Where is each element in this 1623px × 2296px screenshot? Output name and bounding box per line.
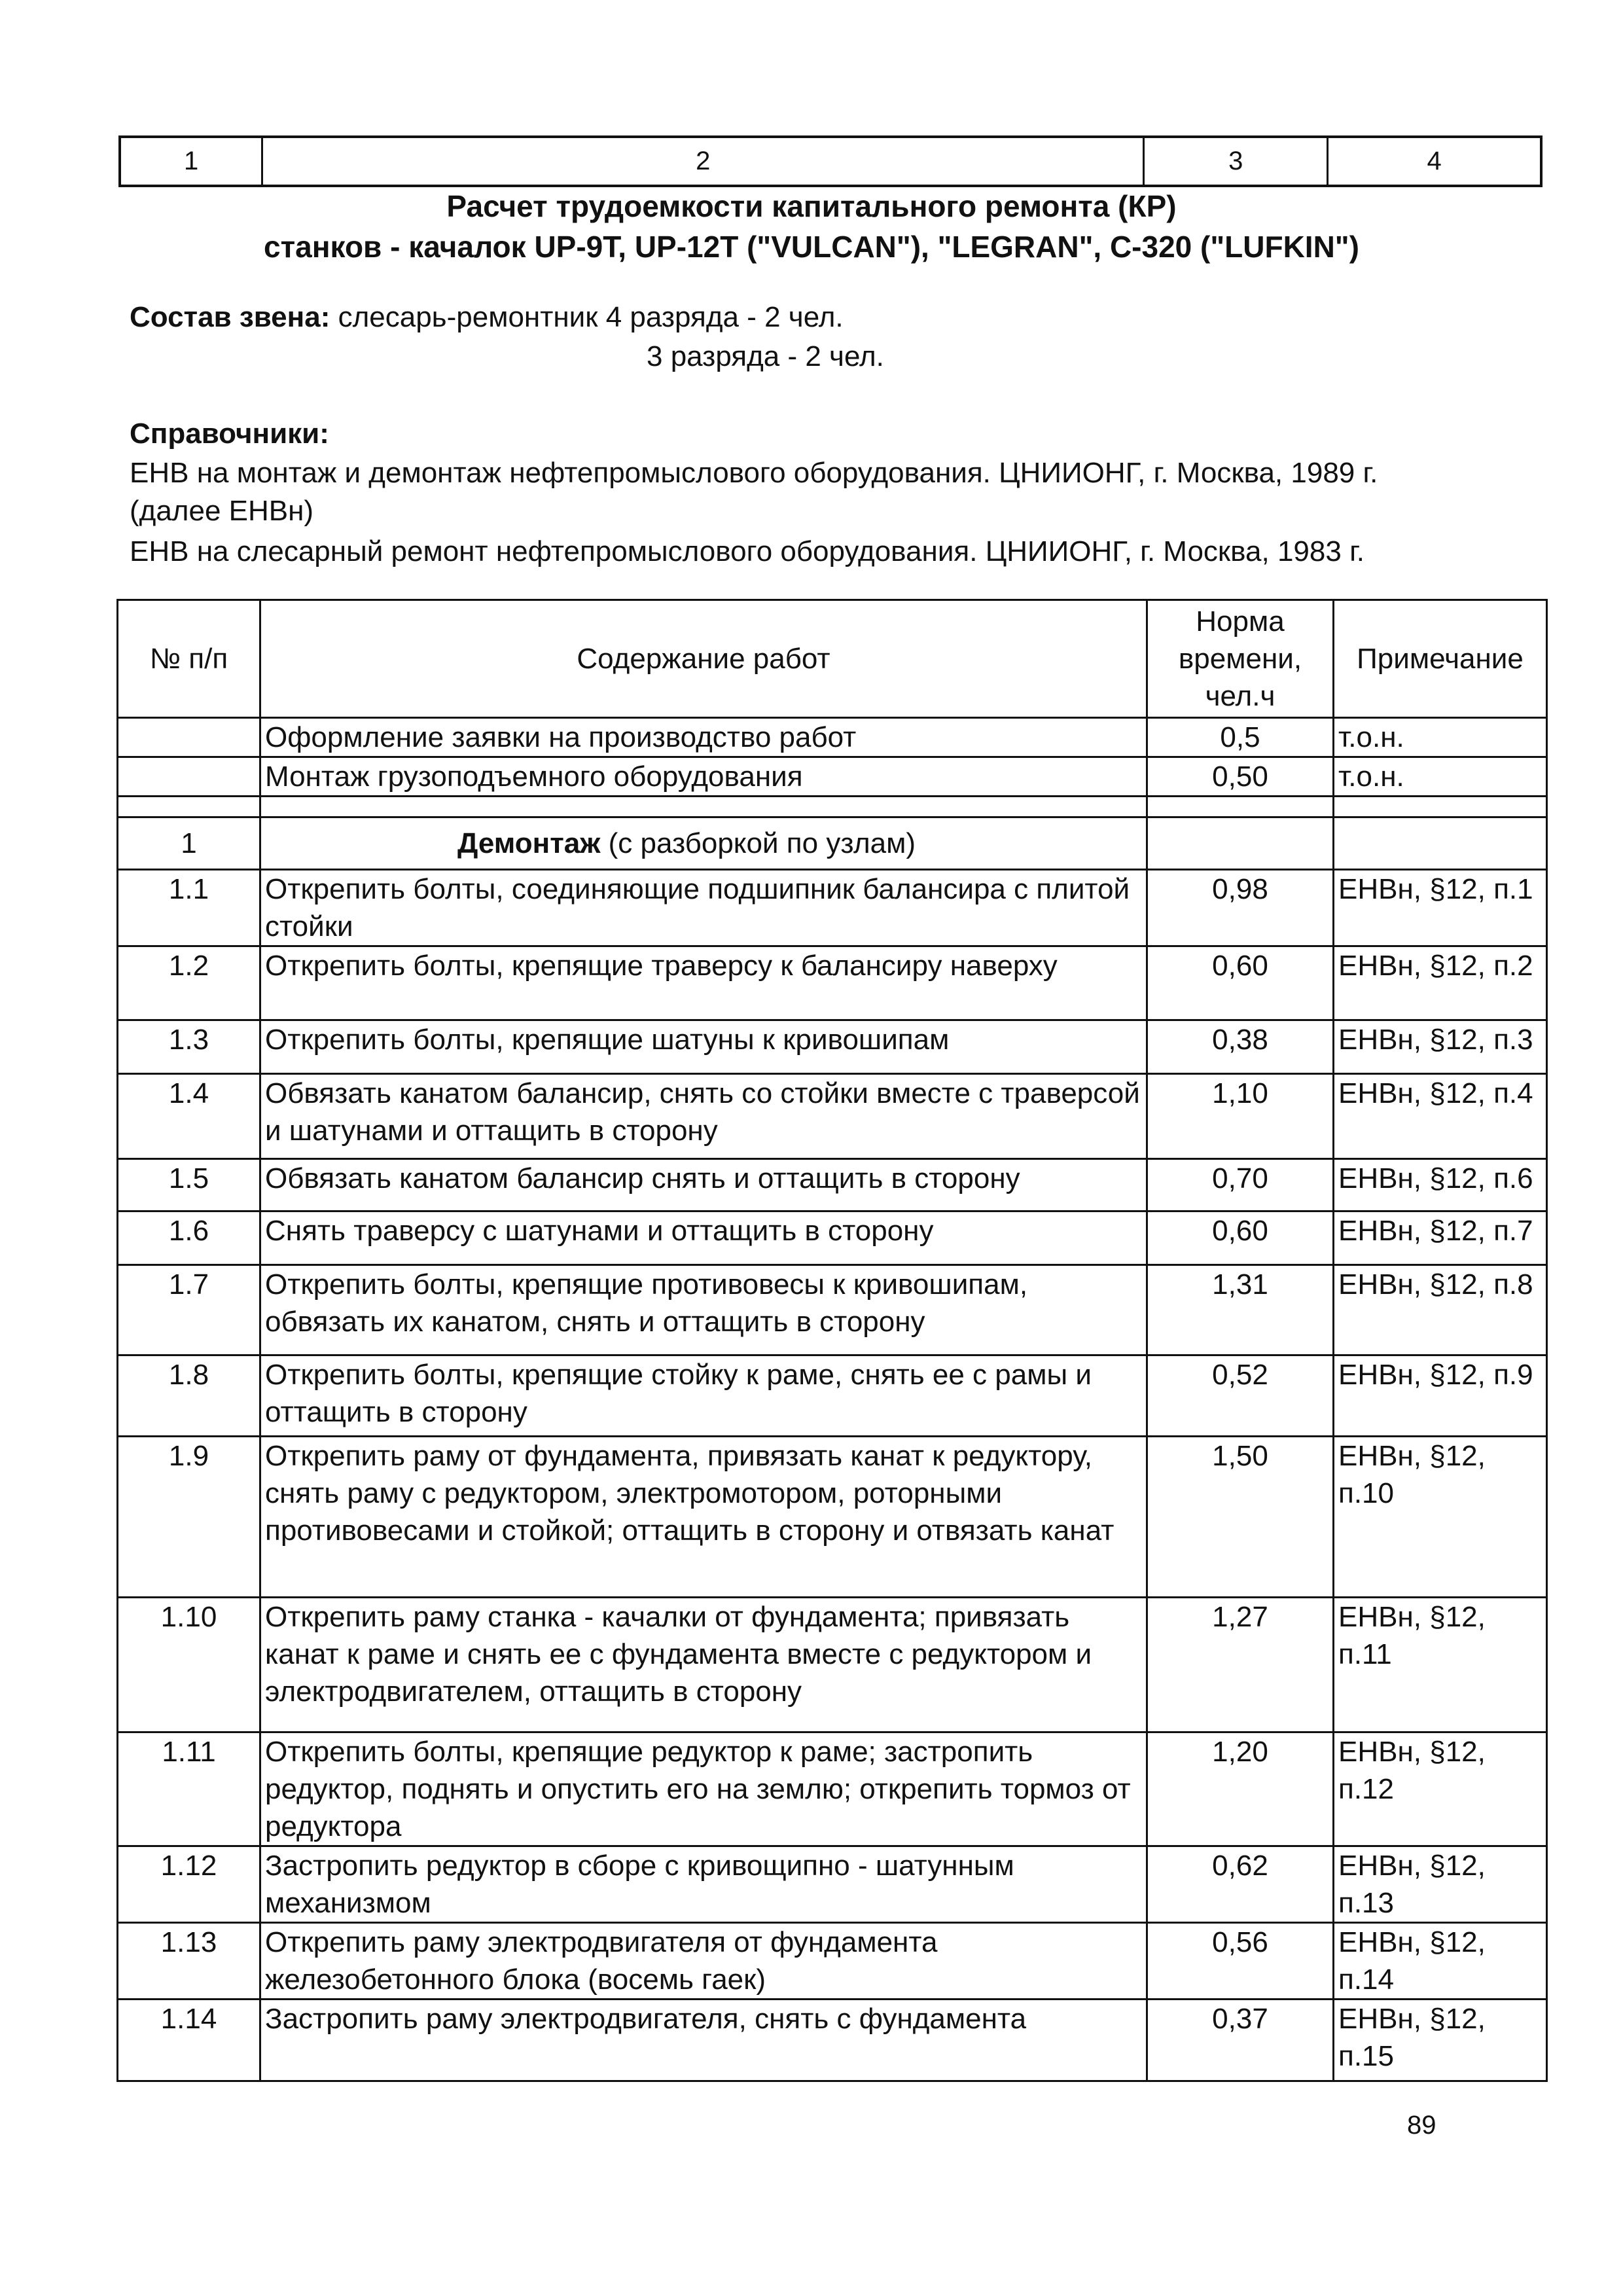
cell-norm: 0,70 (1147, 1159, 1334, 1211)
cell-note: т.о.н. (1334, 718, 1547, 757)
reference-item: ЕНВ на слесарный ремонт нефтепромыслового оборудования. ЦНИИОНГ, г. Москва, 1983 г. (130, 535, 1364, 567)
header-num: № п/п (118, 600, 260, 718)
cell-note: ЕНВн, §12, п.8 (1334, 1265, 1547, 1355)
cell-work: Открепить болты, крепящие стойку к раме, снять ее с рамы и оттащить в сторону (260, 1355, 1147, 1437)
cell-num: 1.6 (118, 1211, 260, 1265)
cell-work: Застропить редуктор в сборе с кривощипно - шатунным механизмом (260, 1846, 1147, 1923)
cell-note: ЕНВн, §12, п.3 (1334, 1020, 1547, 1074)
cell-work: Открепить болты, крепящие противовесы к кривошипам, обвязать их канатом, снять и оттащить в сторону (260, 1265, 1147, 1355)
cell-work: Обвязать канатом балансир снять и оттащить в сторону (260, 1159, 1147, 1211)
cell-note: ЕНВн, §12, п.9 (1334, 1355, 1547, 1437)
cell-work: Обвязать канатом балансир, снять со стойки вместе с траверсой и шатунами и оттащить в сторону (260, 1074, 1147, 1159)
table-row (118, 1846, 1547, 1923)
column-number-3: 3 (1145, 138, 1329, 185)
column-number-strip (118, 135, 1543, 187)
cell-num: 1.1 (118, 870, 260, 946)
cell-num (118, 757, 260, 797)
cell-norm: 1,31 (1147, 1265, 1334, 1355)
column-number-4: 4 (1427, 147, 1442, 175)
cell-note: ЕНВн, §12, п.2 (1334, 946, 1547, 1020)
table-row (118, 2000, 1547, 2081)
cell-note: т.о.н. (1334, 757, 1547, 797)
table-row (118, 1265, 1547, 1355)
cell-num: 1.5 (118, 1159, 260, 1211)
cell-num: 1.4 (118, 1074, 260, 1159)
cell-norm: 0,60 (1147, 1211, 1334, 1265)
cell-note: ЕНВн, §12, п.1 (1334, 870, 1547, 946)
table-header-row (118, 600, 1547, 718)
document-title-line-2: станков - качалок UP-9T, UP-12T ("VULCAN"), "LEGRAN", C-320 ("LUFKIN") (264, 230, 1359, 264)
section-title (260, 817, 1147, 870)
column-number-1: 1 (121, 138, 263, 185)
cell-note: ЕНВн, §12, п.13 (1334, 1846, 1547, 1923)
cell-work: Открепить болты, крепящие редуктор к раме; застропить редуктор, поднять и опустить его на землю; открепить тормоз от редуктора (260, 1732, 1147, 1846)
cell-work: Снять траверсу с шатунами и оттащить в сторону (260, 1211, 1147, 1265)
table-row (118, 1020, 1547, 1074)
table-row (118, 870, 1547, 946)
cell-num: 1.2 (118, 946, 260, 1020)
cell-work: Открепить раму электродвигателя от фундамента железобетонного блока (восемь гаек) (260, 1923, 1147, 2000)
cell-num: 1.13 (118, 1923, 260, 2000)
section-row (118, 817, 1547, 870)
crew-line-1: слесарь-ремонтник 4 разряда - 2 чел. (338, 301, 844, 333)
cell-norm: 1,10 (1147, 1074, 1334, 1159)
cell-note: ЕНВн, §12, п.14 (1334, 1923, 1547, 2000)
cell-norm: 0,98 (1147, 870, 1334, 946)
cell-norm: 0,5 (1147, 718, 1334, 757)
table-row (118, 1923, 1547, 2000)
references-label: Справочники: (130, 418, 329, 450)
cell-num (118, 718, 260, 757)
cell-note: ЕНВн, §12, п.15 (1334, 2000, 1547, 2081)
section-title-rest: (с разборкой по узлам) (600, 827, 916, 859)
header-note: Примечание (1334, 600, 1547, 718)
table-row (118, 718, 1547, 757)
cell-note: ЕНВн, §12, п.11 (1334, 1598, 1547, 1732)
cell-num: 1.10 (118, 1598, 260, 1732)
cell-work: Открепить раму станка - качалки от фундамента; привязать канат к раме и снять ее с фундамента вместе с редуктором и электродвигателем, оттащить в сторону (260, 1598, 1147, 1732)
cell-norm: 0,37 (1147, 2000, 1334, 2081)
cell-num: 1.14 (118, 2000, 260, 2081)
section-num: 1 (118, 817, 260, 870)
cell-num: 1.7 (118, 1265, 260, 1355)
reference-item: ЕНВ на монтаж и демонтаж нефтепромыслового оборудования. ЦНИИОНГ, г. Москва, 1989 г. (130, 457, 1378, 489)
cell-norm: 0,56 (1147, 1923, 1334, 2000)
table-row (118, 1211, 1547, 1265)
cell-note: ЕНВн, §12, п.4 (1334, 1074, 1547, 1159)
cell-norm: 0,60 (1147, 946, 1334, 1020)
cell-num: 1.3 (118, 1020, 260, 1074)
cell-work: Застропить раму электродвигателя, снять с фундамента (260, 2000, 1147, 2081)
cell-work: Открепить болты, соединяющие подшипник балансира с плитой стойки (260, 870, 1147, 946)
cell-work: Открепить болты, крепящие шатуны к кривошипам (260, 1020, 1147, 1074)
cell-norm: 1,20 (1147, 1732, 1334, 1846)
cell-norm: 1,27 (1147, 1598, 1334, 1732)
header-work: Содержание работ (260, 600, 1147, 718)
column-number-2: 2 (263, 138, 1145, 185)
cell-work: Оформление заявки на производство работ (260, 718, 1147, 757)
section-title-bold: Демонтаж (457, 827, 601, 859)
cell-work: Открепить болты, крепящие траверсу к балансиру наверху (260, 946, 1147, 1020)
cell-num: 1.12 (118, 1846, 260, 1923)
table-row (118, 757, 1547, 797)
header-norm: Норма времени, чел.ч (1147, 600, 1334, 718)
page-number: 89 (1407, 2111, 1436, 2140)
cell-num: 1.8 (118, 1355, 260, 1437)
cell-norm: 1,50 (1147, 1437, 1334, 1598)
crew-composition (130, 301, 844, 334)
table-row (118, 1159, 1547, 1211)
crew-line-2: 3 разряда - 2 чел. (647, 340, 884, 372)
spacer-row (118, 797, 1547, 817)
cell-norm: 0,62 (1147, 1846, 1334, 1923)
cell-note: ЕНВн, §12, п.7 (1334, 1211, 1547, 1265)
table-row (118, 1437, 1547, 1598)
cell-norm: 0,50 (1147, 757, 1334, 797)
cell-note: ЕНВн, §12, п.12 (1334, 1732, 1547, 1846)
table-row (118, 1355, 1547, 1437)
table-row (118, 1598, 1547, 1732)
document-title-line-1: Расчет трудоемкости капитального ремонта (КР) (446, 189, 1177, 223)
table-row (118, 1732, 1547, 1846)
cell-work: Монтаж грузоподъемного оборудования (260, 757, 1147, 797)
table-row (118, 946, 1547, 1020)
crew-label: Состав звена: (130, 301, 330, 333)
cell-work: Открепить раму от фундамента, привязать канат к редуктору, снять раму с редуктором, электромотором, роторными противовесами и стойкой; оттащить в сторону и отвязать канат (260, 1437, 1147, 1598)
labor-norms-table (116, 599, 1548, 2082)
cell-num: 1.11 (118, 1732, 260, 1846)
cell-note: ЕНВн, §12, п.6 (1334, 1159, 1547, 1211)
table-row (118, 1074, 1547, 1159)
cell-norm: 0,38 (1147, 1020, 1334, 1074)
reference-item: (далее ЕНВн) (130, 495, 314, 527)
cell-norm: 0,52 (1147, 1355, 1334, 1437)
cell-num: 1.9 (118, 1437, 260, 1598)
cell-note: ЕНВн, §12, п.10 (1334, 1437, 1547, 1598)
